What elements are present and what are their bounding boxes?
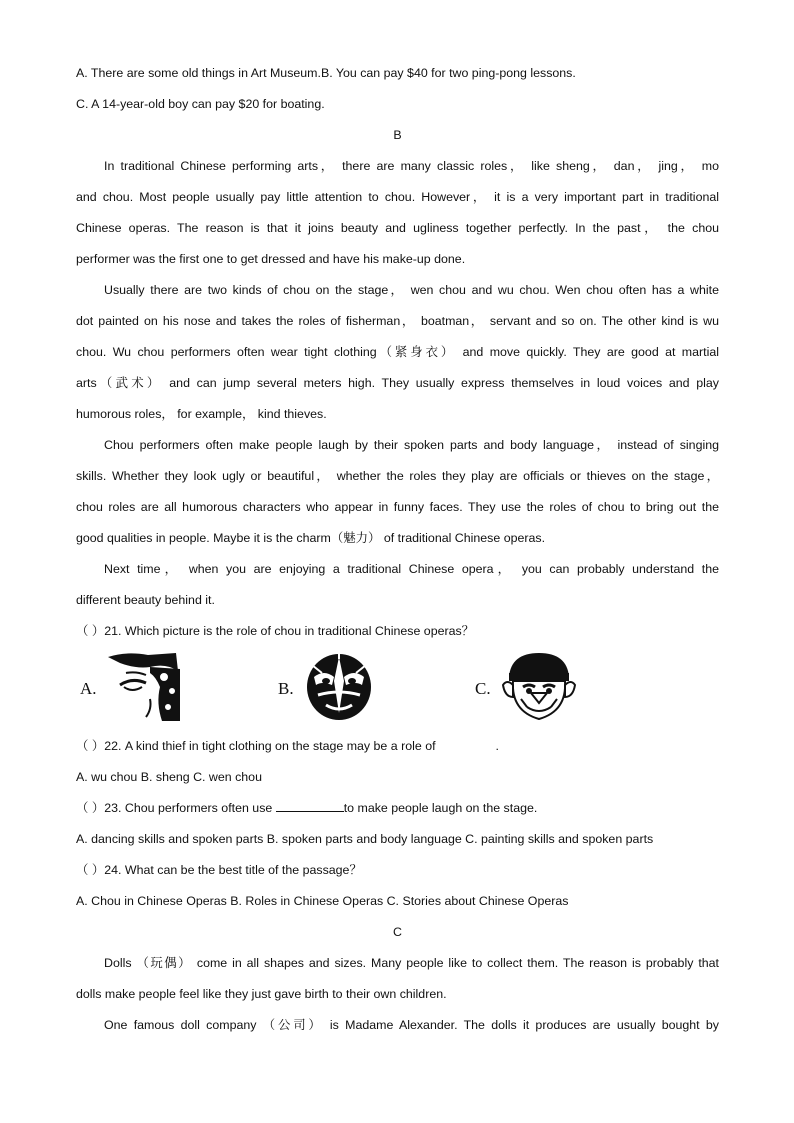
question-22: （ ）22. A kind thief in tight clothing on the stage may be a role of . bbox=[76, 739, 499, 753]
question-21: （ ）21. Which picture is the role of chou in traditional Chinese operas？ bbox=[76, 624, 475, 638]
paragraph-b3: Chou performers often make people laugh by their spoken parts and body language， instead of singing skills. Whether they look ugly or beautiful， whether the roles they play are officials or thieves on the stage， chou roles are all humorous characters who appear in funny faces. They use the roles of chou to bring out the good qualities in people. Maybe it is the charm（魅力） of traditional Chinese operas. bbox=[76, 438, 719, 545]
question-24-options: A. Chou in Chinese Operas B. Roles in Chinese Operas C. Stories about Chinese Operas bbox=[76, 894, 569, 908]
question-24: （ ）24. What can be the best title of the passage？ bbox=[76, 863, 362, 877]
paragraph-c1: Dolls （玩偶） come in all shapes and sizes. Many people like to collect them. The reason is probably that dolls make people feel like they just gave birth to their own children. bbox=[76, 956, 719, 1001]
worksheet-page bbox=[76, 62, 719, 1045]
section-heading-b: B bbox=[393, 128, 402, 142]
paragraph-c2: One famous doll company （公司） is Madame Alexander. The dolls it produces are usually bought by bbox=[104, 1018, 719, 1032]
answer-options-line-1: A. There are some old things in Art Museum.B. You can pay $40 for two ping-pong lessons. bbox=[76, 66, 576, 80]
opera-mask-c-icon bbox=[501, 651, 577, 721]
option-b-label: B. bbox=[278, 679, 294, 698]
paragraph-b1: In traditional Chinese performing arts， there are many classic roles， like sheng， dan， jing， mo and chou. Most people usually pay little attention to chou. However， it is a very important part in traditional Chinese operas. The reason is that it joins beauty and ugliness together perfectly. In the past， the chou performer was the first one to get dressed and have his make-up done. bbox=[76, 159, 719, 266]
question-23-options: A. dancing skills and spoken parts B. spoken parts and body language C. painting skills and spoken parts bbox=[76, 832, 654, 846]
opera-mask-b-icon bbox=[304, 651, 374, 721]
option-a-label: A. bbox=[80, 679, 97, 698]
paragraph-b4: Next time， when you are enjoying a traditional Chinese opera， you can probably understand the different beauty behind it. bbox=[76, 562, 719, 607]
option-c-label: C. bbox=[475, 679, 491, 698]
paragraph-b2: Usually there are two kinds of chou on the stage， wen chou and wu chou. Wen chou often has a white dot painted on his nose and takes the roles of fisherman， boatman， servant and so on. The other kind is wu chou. Wu chou performers often wear tight clothing（紧身衣） and move quickly. They are good at martial arts（武术） and can jump several meters high. They usually express themselves in loud voices and play humorous roles， for example， kind thieves. bbox=[76, 283, 719, 421]
question-22-options: A. wu chou B. sheng C. wen chou bbox=[76, 770, 262, 784]
answer-options-line-2: C. A 14-year-old boy can pay $20 for boating. bbox=[76, 97, 325, 111]
opera-mask-a-icon bbox=[106, 651, 180, 721]
section-heading-c: C bbox=[393, 925, 402, 939]
question-23: （ ）23. Chou performers often use to make people laugh on the stage. bbox=[76, 801, 538, 815]
question-21-pictures bbox=[76, 651, 719, 735]
answer-blank-23[interactable] bbox=[276, 799, 344, 812]
